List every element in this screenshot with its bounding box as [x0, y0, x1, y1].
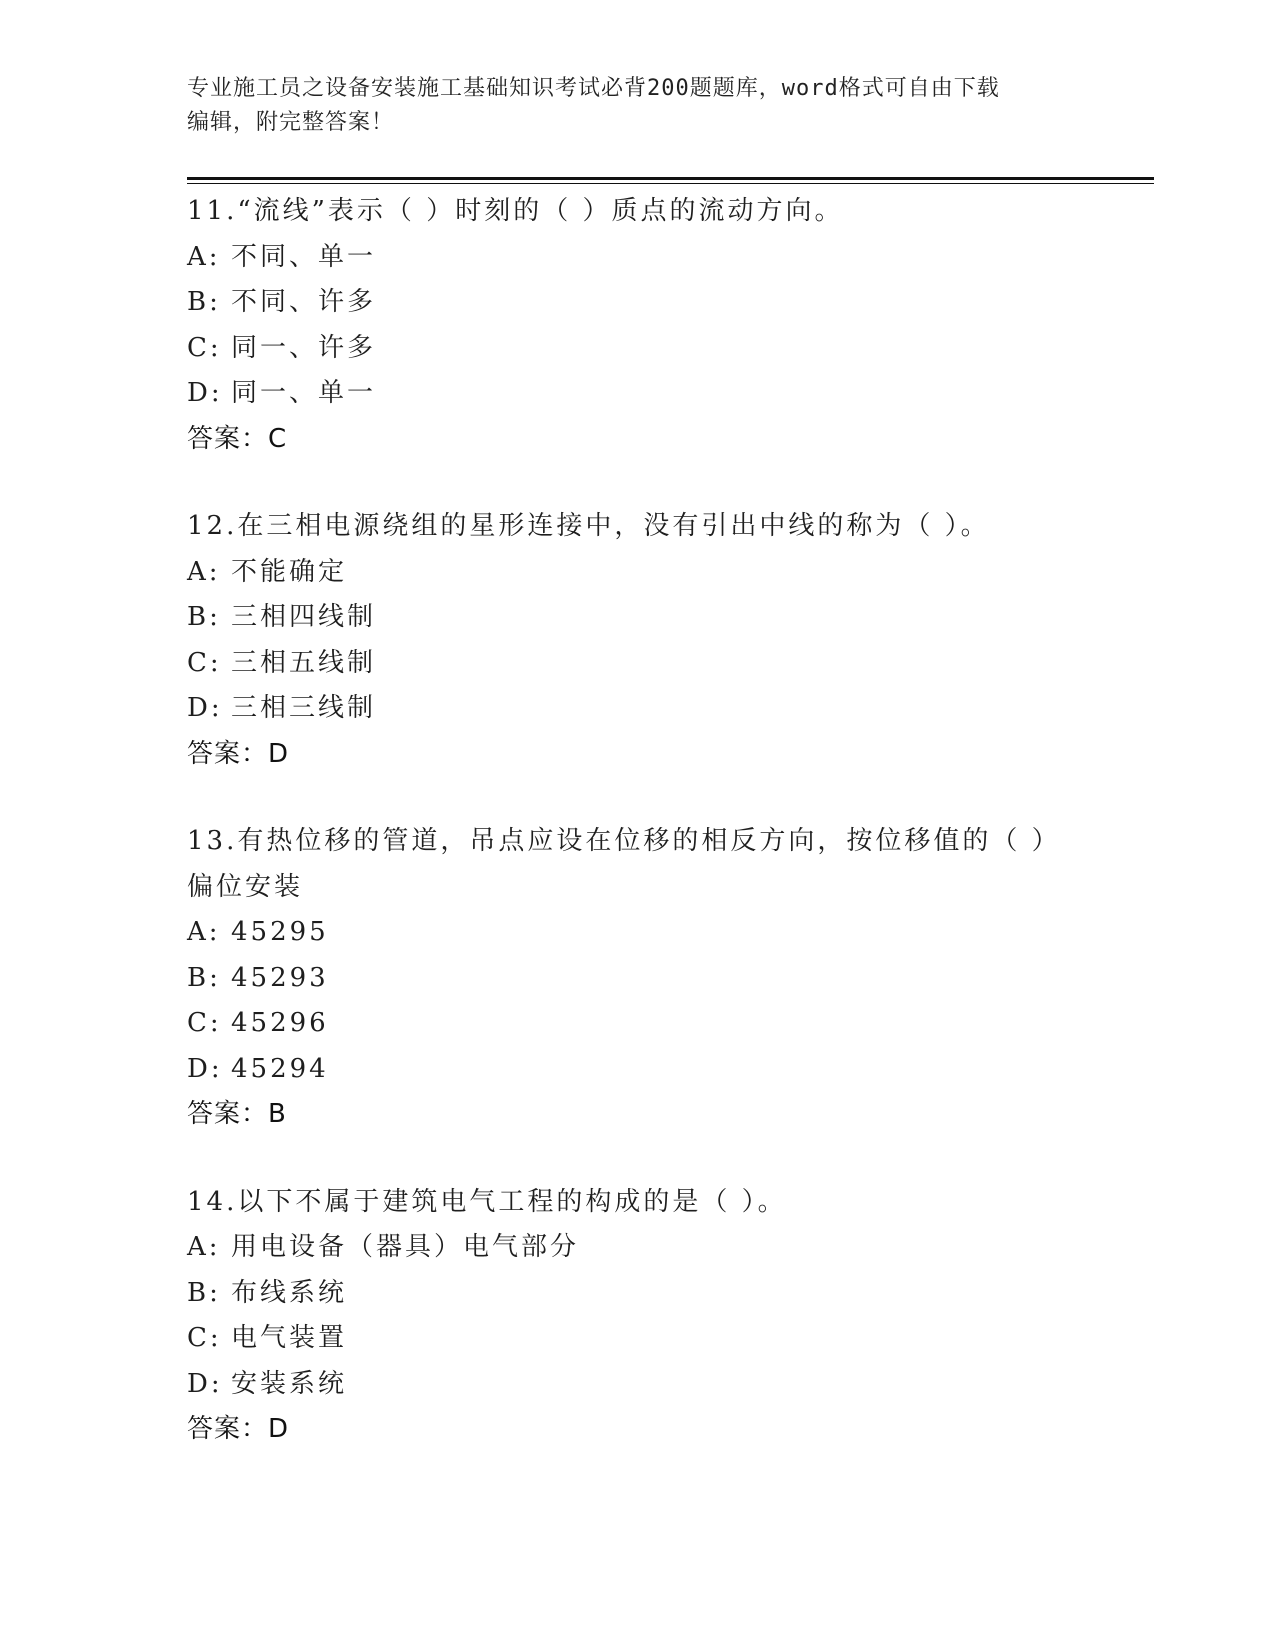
header-title-line-1: 专业施工员之设备安装施工基础知识考试必背200题题库，word格式可自由下载	[187, 76, 1000, 101]
option-d	[187, 1362, 1087, 1408]
option-key: A:	[187, 917, 221, 947]
question-list	[187, 189, 1087, 1495]
answer-line: 答案：C	[187, 423, 288, 454]
option-text: 三相四线制	[231, 602, 377, 632]
option-key: B:	[187, 1277, 221, 1308]
question-14	[187, 1180, 1087, 1453]
option-a	[187, 235, 1087, 281]
option-text: 不同、许多	[231, 287, 377, 317]
question-stem: 12.在三相电源绕组的星形连接中，没有引出中线的称为（ ）。	[187, 511, 990, 541]
option-key: C:	[187, 647, 222, 678]
option-text: 布线系统	[231, 1277, 348, 1308]
answer-line: 答案：B	[187, 1099, 287, 1129]
option-key: C:	[187, 1323, 222, 1353]
answer-line: 答案：D	[187, 1414, 290, 1444]
option-key: C:	[187, 1008, 222, 1038]
option-a	[187, 1225, 1087, 1271]
header-divider-thin	[187, 183, 1154, 184]
option-c	[187, 326, 1087, 372]
document-header	[187, 72, 1087, 140]
option-key: B:	[187, 962, 221, 993]
option-d	[187, 686, 1087, 732]
option-text: 电气装置	[231, 1323, 348, 1353]
option-key: D:	[187, 1368, 223, 1399]
option-text: 安装系统	[231, 1368, 348, 1399]
option-key: B:	[187, 287, 221, 317]
option-text: 三相三线制	[231, 693, 377, 723]
option-key: D:	[187, 378, 223, 408]
option-text: 不同、单一	[231, 241, 377, 272]
option-key: A:	[187, 241, 221, 272]
question-12	[187, 504, 1087, 777]
option-key: D:	[187, 1053, 223, 1084]
option-text: 45294	[231, 1053, 329, 1084]
option-key: A:	[187, 1232, 221, 1262]
option-c	[187, 1316, 1087, 1362]
option-c	[187, 641, 1087, 687]
question-11	[187, 189, 1087, 462]
option-b	[187, 280, 1087, 326]
option-text: 用电设备（器具）电气部分	[231, 1232, 580, 1262]
option-b	[187, 595, 1087, 641]
option-key: D:	[187, 693, 223, 723]
question-stem: 13.有热位移的管道，吊点应设在位移的相反方向，按位移值的（ ）偏位安装	[187, 826, 1061, 902]
option-c	[187, 1001, 1087, 1047]
option-b	[187, 956, 1087, 1002]
option-text: 45296	[231, 1008, 329, 1038]
option-a	[187, 550, 1087, 596]
option-text: 不能确定	[231, 556, 348, 587]
option-key: A:	[187, 556, 221, 587]
option-d	[187, 371, 1087, 417]
option-text: 45295	[231, 917, 329, 947]
question-13	[187, 819, 1087, 1138]
answer-line: 答案：D	[187, 738, 290, 769]
option-text: 同一、许多	[231, 332, 377, 363]
header-divider-thick	[187, 177, 1154, 180]
option-key: B:	[187, 602, 221, 632]
option-text: 同一、单一	[231, 378, 377, 408]
option-d	[187, 1047, 1087, 1093]
option-b	[187, 1271, 1087, 1317]
option-text: 三相五线制	[231, 647, 377, 678]
option-text: 45293	[231, 962, 329, 993]
header-title-line-2: 编辑，附完整答案！	[187, 110, 395, 135]
option-key: C:	[187, 332, 222, 363]
question-stem: 14.以下不属于建筑电气工程的构成的是（ ）。	[187, 1186, 787, 1217]
option-a	[187, 910, 1087, 956]
question-stem: 11.“流线”表示（ ）时刻的（ ）质点的流动方向。	[187, 196, 844, 226]
